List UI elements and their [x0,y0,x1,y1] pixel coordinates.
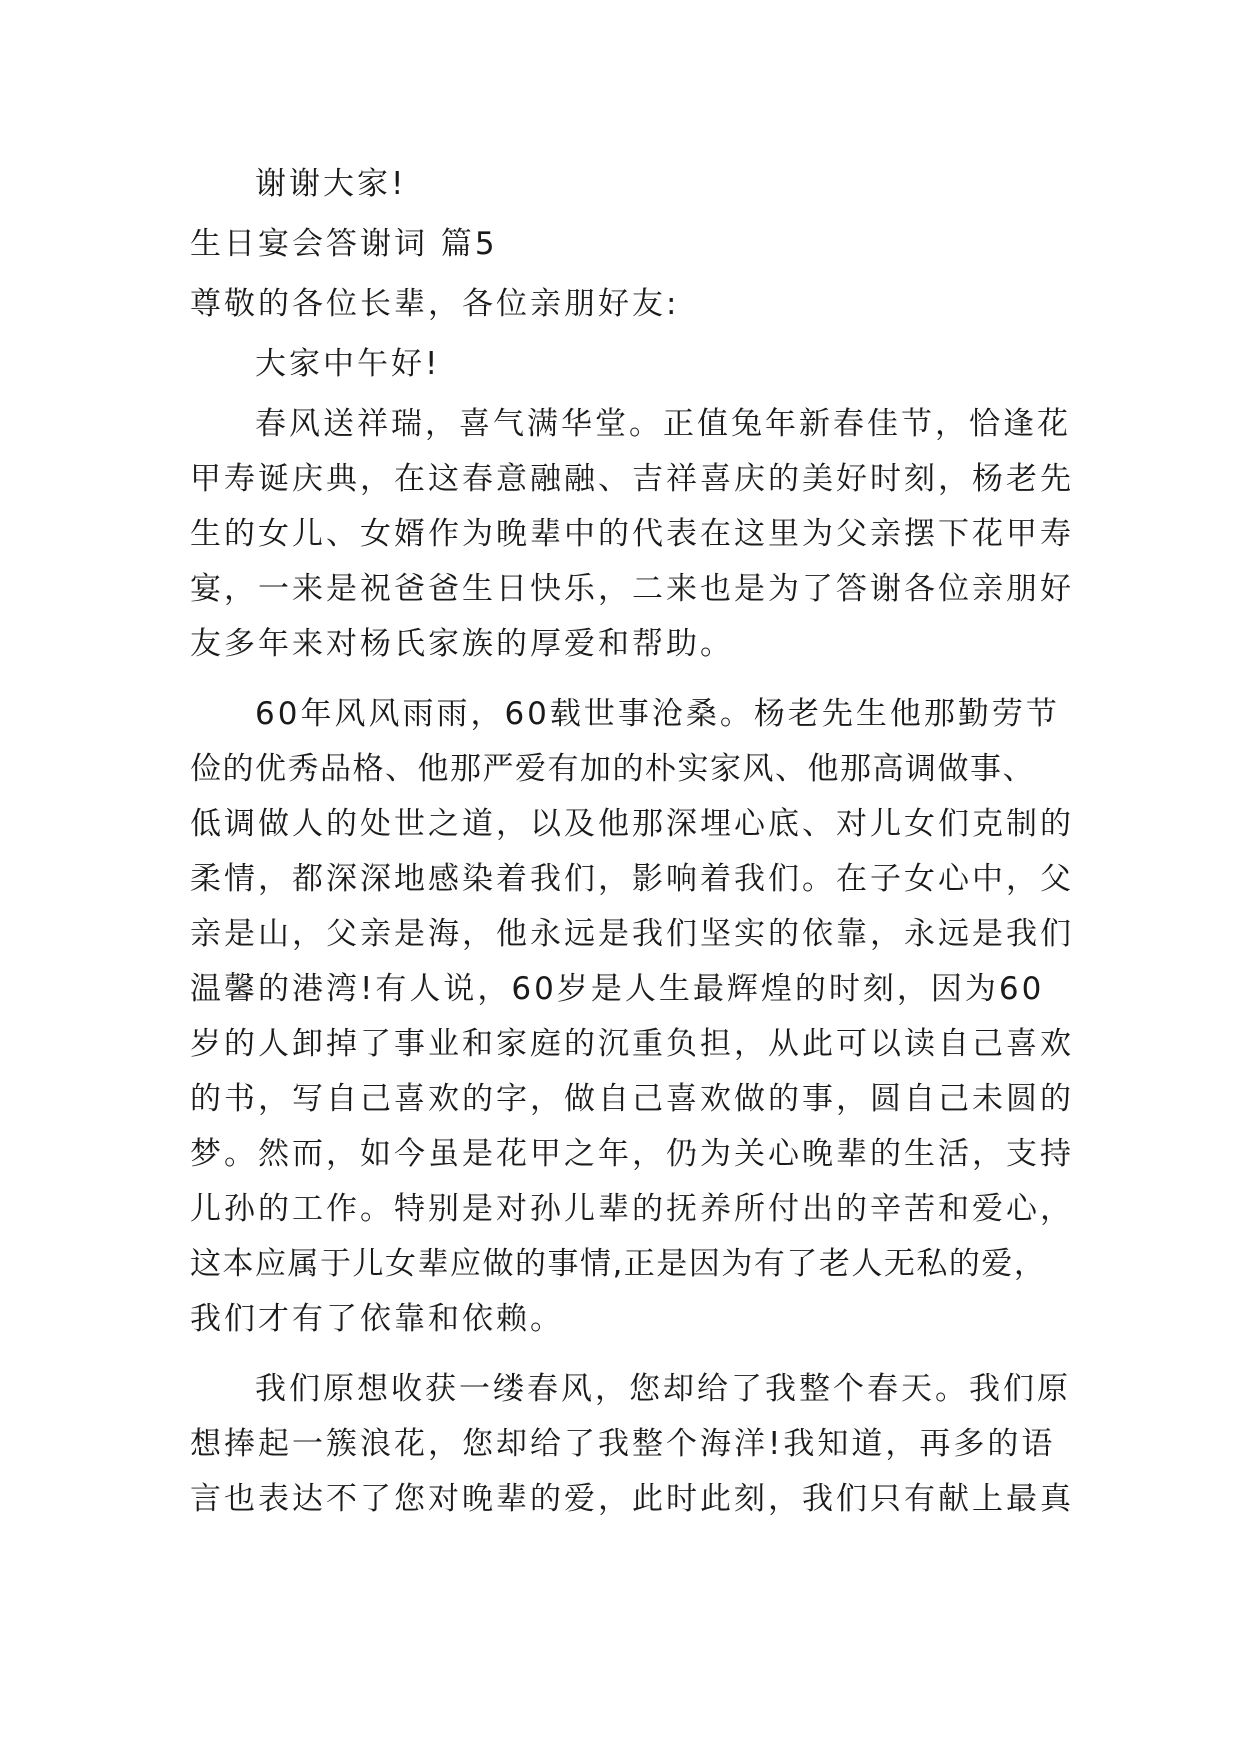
salutation: 尊敬的各位长辈，各位亲朋好友: [190,286,680,322]
text-line: 岁的人卸掉了事业和家庭的沉重负担，从此可以读自己喜欢 [190,1026,1074,1062]
text-line: 低调做人的处世之道，以及他那深埋心底、对儿女们克制的 [190,806,1074,842]
text-line: 俭的优秀品格、他那严爱有加的朴实家风、他那高调做事、 [190,751,1035,787]
text-line: 的书，写自己喜欢的字，做自己喜欢做的事，圆自己未圆的 [190,1081,1074,1117]
text-line: 谢谢大家! [255,166,407,202]
greeting: 大家中午好! [255,346,441,382]
text-line: 亲是山，父亲是海，他永远是我们坚实的依靠，永远是我们 [190,916,1074,952]
text-line: 宴，一来是祝爸爸生日快乐，二来也是为了答谢各位亲朋好 [190,571,1074,607]
text-line: 这本应属于儿女辈应做的事情,正是因为有了老人无私的爱， [190,1246,1047,1282]
text-line: 生的女儿、女婿作为晚辈中的代表在这里为父亲摆下花甲寿 [190,516,1074,552]
text-line: 60年风风雨雨，60载世事沧桑。杨老先生他那勤劳节 [255,696,1060,732]
text-line: 我们才有了依靠和依赖。 [190,1301,564,1337]
text-line: 梦。然而，如今虽是花甲之年，仍为关心晚辈的生活，支持 [190,1136,1074,1172]
text-line: 言也表达不了您对晚辈的爱，此时此刻，我们只有献上最真 [190,1481,1074,1517]
text-line: 春风送祥瑞，喜气满华堂。正值兔年新春佳节，恰逢花 [255,406,1071,442]
text-line: 我们原想收获一缕春风，您却给了我整个春天。我们原 [255,1371,1071,1407]
text-line: 甲寿诞庆典，在这春意融融、吉祥喜庆的美好时刻，杨老先 [190,461,1074,497]
text-line: 儿孙的工作。特别是对孙儿辈的抚养所付出的辛苦和爱心， [190,1191,1074,1227]
text-line: 想捧起一簇浪花，您却给了我整个海洋!我知道，再多的语 [190,1426,1056,1462]
text-line: 温馨的港湾!有人说，60岁是人生最辉煌的时刻，因为60 [190,971,1045,1007]
text-line: 友多年来对杨氏家族的厚爱和帮助。 [190,626,734,662]
text-line: 柔情，都深深地感染着我们，影响着我们。在子女心中，父 [190,861,1074,897]
section-heading: 生日宴会答谢词 篇5 [190,226,498,262]
